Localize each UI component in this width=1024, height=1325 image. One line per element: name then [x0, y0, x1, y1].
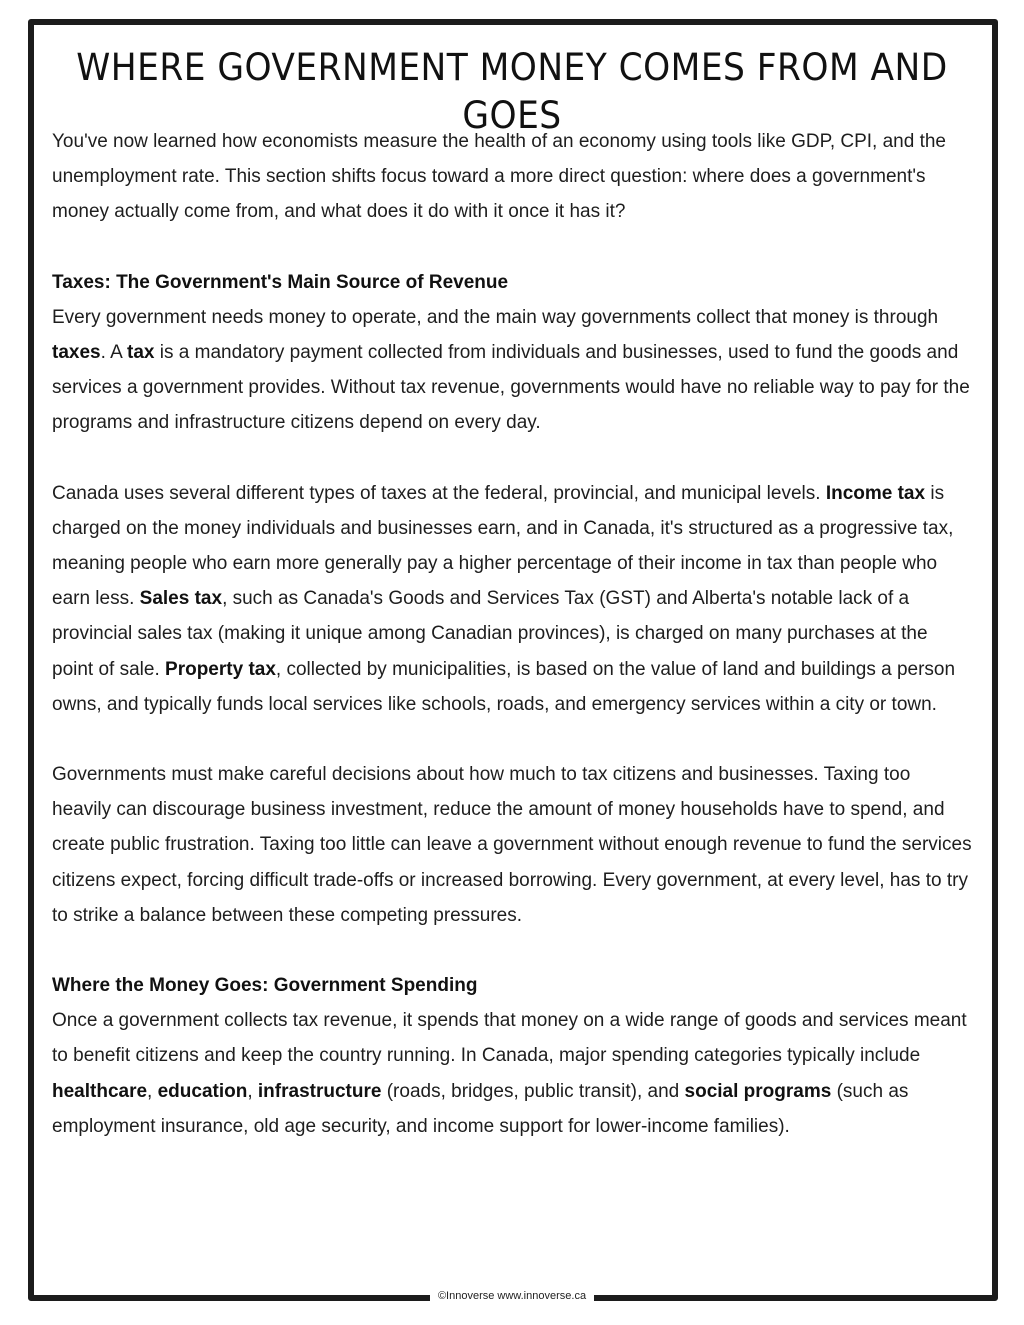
term-infrastructure: infrastructure	[257, 1080, 382, 1102]
text-run: is charged on the money individuals and businesses earn, and in Canada, it's structured as a progressive tax, meaning people who earn more generally pay a higher percentage of their income in tax than people who earn less.	[52, 482, 954, 610]
footer	[0, 1286, 1024, 1304]
term-income-tax: Income tax	[825, 482, 926, 504]
taxes-heading: Taxes: The Government's Main Source of Revenue	[52, 271, 509, 293]
text-run: , such as Canada's Goods and Services Tax (GST) and Alberta's notable lack of a provincial sales tax (making it unique among Canadian provinces), is charged on many purchases at the point of sale.	[52, 588, 928, 680]
text-run: Once a government collects tax revenue, it spends that money on a wide range of goods and services meant to benefit citizens and keep the country running. In Canada, major spending categories typically include	[52, 1010, 967, 1067]
text-run: (roads, bridges, public transit), and	[381, 1080, 685, 1102]
taxes-paragraph-2	[52, 476, 972, 722]
copyright-text: ©Innoverse www.innoverse.ca	[430, 1288, 594, 1304]
term-property-tax: Property tax	[165, 658, 276, 680]
term-tax: tax	[127, 342, 155, 364]
document-body	[52, 124, 972, 1144]
taxes-paragraph-1	[52, 300, 972, 441]
text-run: is a mandatory payment collected from individuals and businesses, used to fund the goods and services a government provides. Without tax revenue, governments would have no reliable way to pay for the programs and infrastructure citizens depend on every day.	[52, 342, 970, 434]
page-title: WHERE GOVERNMENT MONEY COMES FROM AND GOES	[76, 46, 948, 137]
term-healthcare: healthcare	[52, 1080, 148, 1102]
term-social-programs: social programs	[684, 1080, 832, 1102]
term-sales-tax: Sales tax	[139, 588, 223, 610]
text-run: Canada uses several different types of taxes at the federal, provincial, and municipal levels.	[52, 482, 826, 504]
term-taxes: taxes	[52, 342, 101, 364]
text-run: ,	[147, 1080, 158, 1102]
text-run: (such as employment insurance, old age security, and income support for lower-income families).	[52, 1080, 909, 1137]
text-run: Every government needs money to operate, and the main way governments collect that money is through	[52, 306, 939, 328]
text-run: . A	[100, 342, 128, 364]
intro-paragraph: You've now learned how economists measure the health of an economy using tools like GDP, CPI, and the unemployment rate. This section shifts focus toward a more direct question: where does a government's money actually come from, and what does it do with it once it has it?	[52, 131, 946, 223]
term-education: education	[157, 1080, 248, 1102]
text-run: , collected by municipalities, is based on the value of land and buildings a person owns, and typically funds local services like schools, roads, and emergency services within a city or town.	[52, 658, 956, 715]
spending-heading: Where the Money Goes: Government Spending	[52, 975, 478, 997]
spending-paragraph-1	[52, 1003, 972, 1144]
taxes-paragraph-3: Governments must make careful decisions about how much to tax citizens and businesses. Taxing too heavily can discourage business investment, reduce the amount of money households have to spend, and create public frustration. Taxing too little can leave a government without enough revenue to fund the services citizens expect, forcing difficult trade-offs or increased borrowing. Every government, at every level, has to try to strike a balance between these competing pressures.	[52, 764, 972, 926]
text-run: ,	[247, 1080, 258, 1102]
